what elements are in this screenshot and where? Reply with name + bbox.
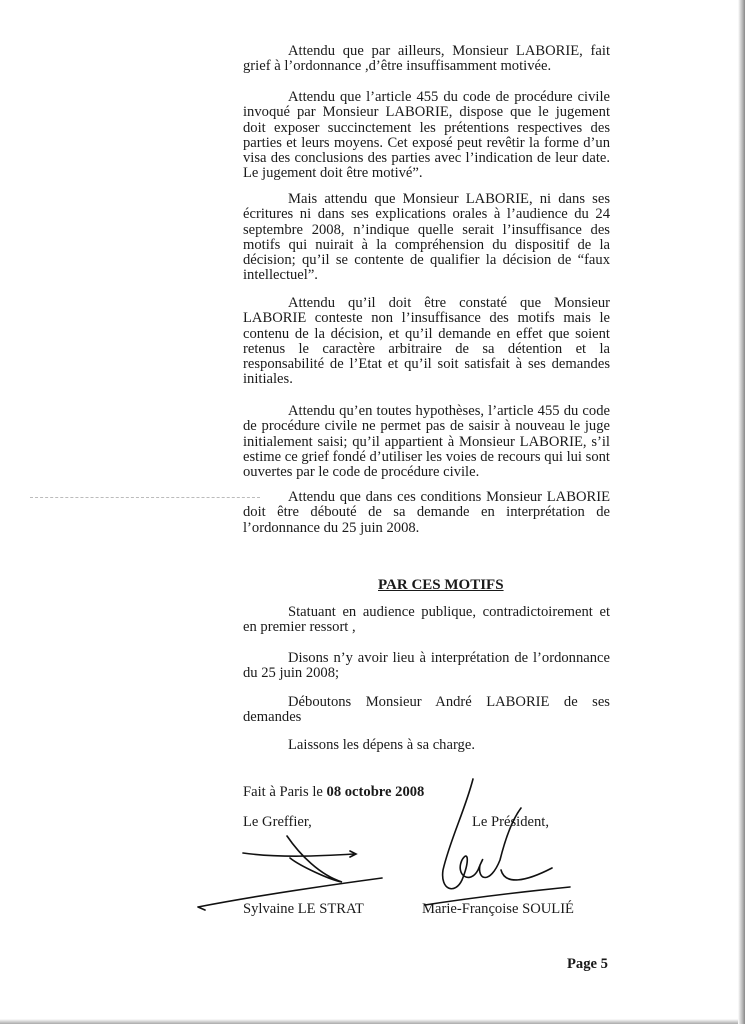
place-text: Fait à Paris le — [243, 784, 323, 800]
page-number: Page 5 — [567, 956, 608, 972]
paragraph-text: Statuant en audience publique, contradictoirement et en premier ressort , — [243, 604, 610, 636]
greffier-signature — [198, 836, 382, 910]
president-label: Le Président, — [472, 814, 550, 830]
date-text: 08 octobre 2008 — [326, 784, 425, 800]
paragraph-text: Déboutons Monsieur André LABORIE de ses demandes — [243, 694, 610, 726]
paragraph-text: Disons n’y avoir lieu à interprétation de l’ordonnance du 25 juin 2008; — [243, 650, 610, 682]
greffier-label: Le Greffier, — [243, 814, 312, 830]
motifs-heading: PAR CES MOTIFS — [378, 577, 504, 593]
paragraph-text: Attendu que dans ces conditions Monsieur LABORIE doit être débouté de sa demande en interprétation de l’ordonnance du 25 juin 2008. — [243, 489, 610, 536]
paragraph-text: Attendu que par ailleurs, Monsieur LABORIE, fait grief à l’ordonnance ,d’être insuffisamment motivée. — [243, 43, 610, 75]
paragraph-text: Laissons les dépens à sa charge. — [288, 737, 475, 753]
paragraph-text: Attendu que l’article 455 du code de procédure civile invoqué par Monsieur LABORIE, dispose que le jugement doit exposer succinctement les prétentions respectives des parties et leurs moyens. Cet exposé peut revêtir la forme d’un visa des conclusions des parties avec l’indication de leur date. Le jugement doit être motivé”. — [243, 89, 610, 182]
president-name: Marie-Françoise SOULIÉ — [422, 901, 574, 917]
paragraph-text: Mais attendu que Monsieur LABORIE, ni dans ses écritures ni dans ses explications orales à l’audience du 24 septembre 2008, n’indique quelle serait l’insuffisance des motifs qui nuirait à la compréhension du dispositif de la décision; qu’il se contente de qualifier la décision de “faux intellectuel”. — [243, 191, 610, 284]
paragraph-text: Attendu qu’il doit être constaté que Monsieur LABORIE conteste non l’insuffisance des motifs mais le contenu de la décision, et qu’il demande en effet que soient retenus le caractère arbitraire de sa détention et la responsabilité de l’Etat et qu’il soit satisfait à ses demandes initiales. — [243, 295, 610, 388]
greffier-name: Sylvaine LE STRAT — [243, 901, 364, 917]
paragraph-text: Attendu qu’en toutes hypothèses, l’article 455 du code de procédure civile ne permet pas de saisir à nouveau le juge initialement saisi; qu’il appartient à Monsieur LABORIE, s’il estime ce grief fondé d’utiliser les voies de recours qui lui sont ouvertes par le code de procédure civile. — [243, 403, 610, 481]
president-signature — [425, 779, 570, 905]
